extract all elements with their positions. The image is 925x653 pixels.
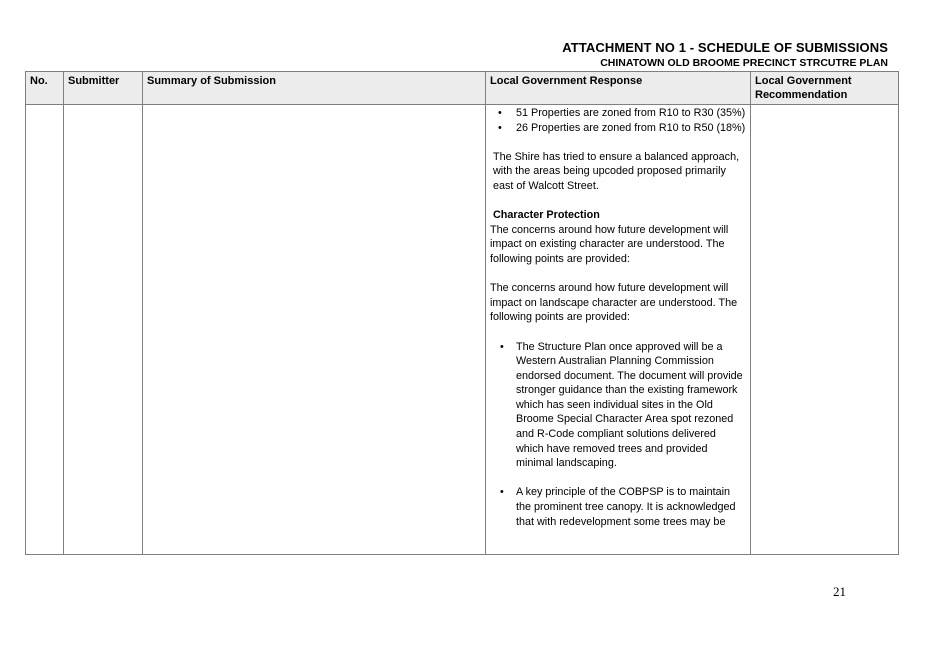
list-item: • A key principle of the COBPSP is to maintain the prominent tree canopy. It is acknowledged that with redevelopment some trees may be [516,485,746,529]
cell-no [26,105,64,555]
cell-recommendation [751,105,899,555]
table-row [26,105,899,555]
table-header-row [26,72,899,105]
list-item: • 26 Properties are zoned from R10 to R50 (18%) [516,121,746,136]
character-paragraph: The concerns around how future development will impact on existing character are understood. The following points are provided: [490,223,729,265]
cell-submitter [64,105,143,555]
submissions-table [25,71,899,555]
zoning-list [490,106,746,135]
page-number: 21 [833,584,846,599]
character-protection-heading: Character Protection [493,209,600,222]
list-item: • 51 Properties are zoned from R10 to R30 (35%) [516,106,746,121]
cell-summary [143,105,486,555]
document-title: ATTACHMENT NO 1 - SCHEDULE OF SUBMISSIONS [562,40,888,55]
list-item: • The Structure Plan once approved will be a Western Australian Planning Commission endorsed document. The document will provide stronger guidance than the existing framework which has seen individual sites in the Old Broome Special Character Area spot rezoned and R-Code compliant solutions delivered which have removed trees and provided minimal landscaping. [516,340,746,471]
column-header-recommendation: Local Government Recommendation [751,72,899,105]
column-header-summary: Summary of Submission [143,72,486,105]
column-header-no: No. [26,72,64,105]
points-list [490,340,746,530]
document-subtitle: CHINATOWN OLD BROOME PRECINCT STRCUTRE PLAN [600,57,888,69]
balanced-approach-paragraph: The Shire has tried to ensure a balanced approach, with the areas being upcoded proposed primarily east of Walcott Street. [493,150,740,192]
column-header-response: Local Government Response [486,72,751,105]
landscape-paragraph: The concerns around how future development will impact on landscape character are understood. The following points are provided: [490,282,738,324]
cell-response [486,105,751,555]
column-header-submitter: Submitter [64,72,143,105]
